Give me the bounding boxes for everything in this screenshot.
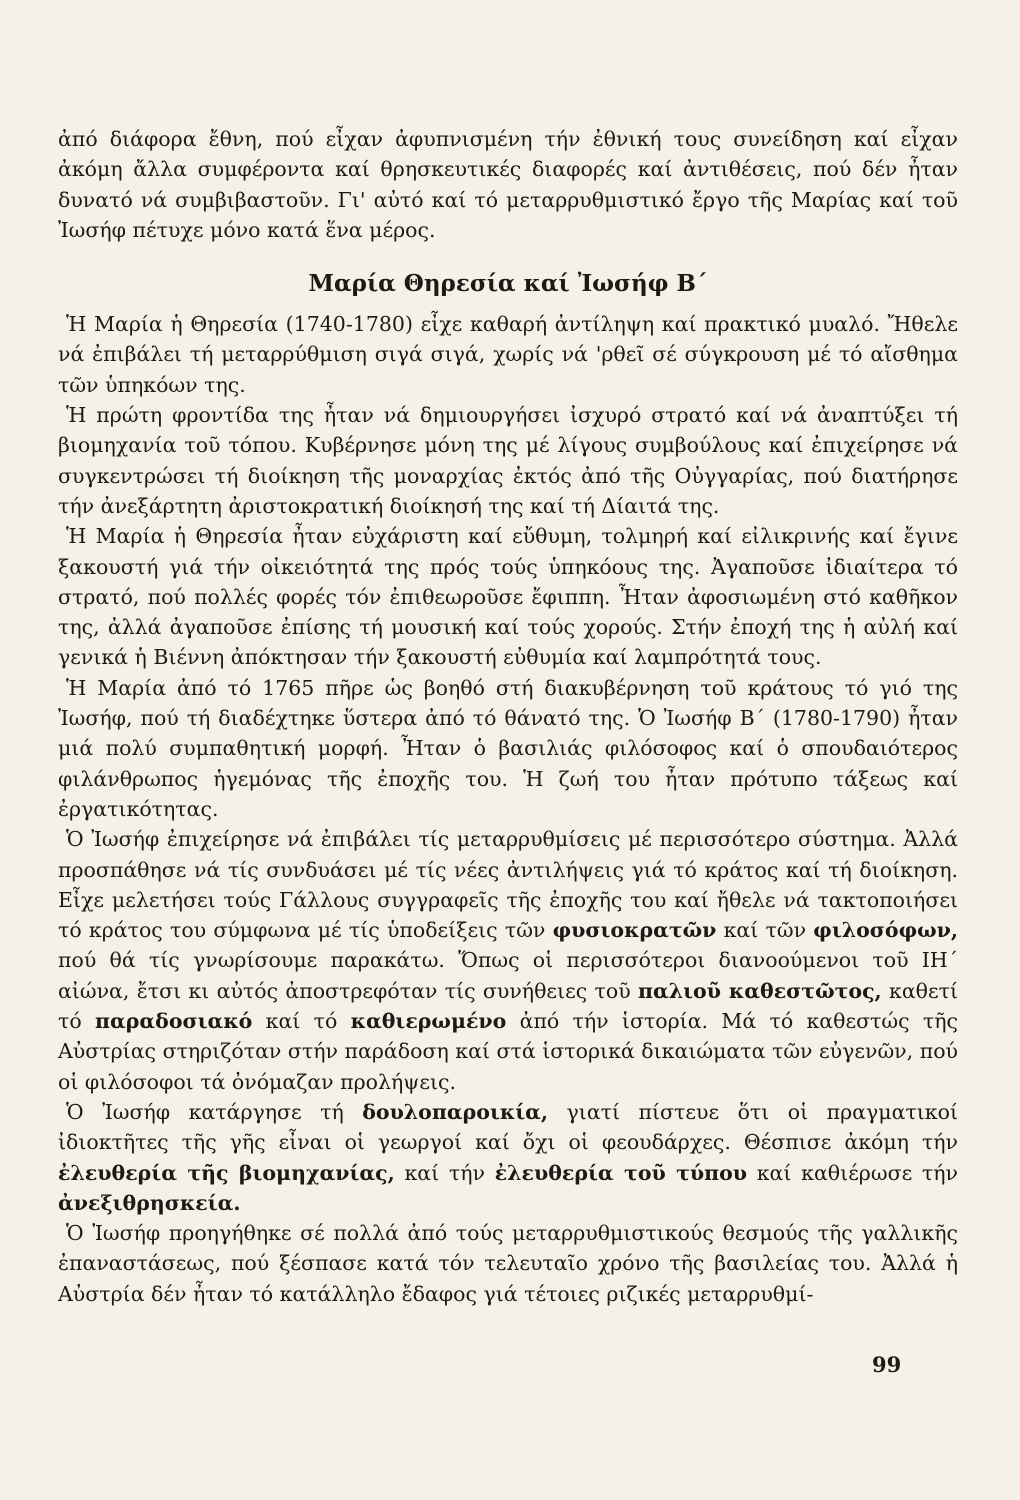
paragraph-3: Ἡ Μαρία ἡ Θηρεσία ἦταν εὐχάριστη καί εὔθυμη, τολμηρή καί εἰλικρινής καί ἔγινε ξακουστή γιά τήν οἰκειότητά της πρός τούς ὑπηκόους της. Ἀγαποῦσε ἰδιαίτερα τό στρατό, πού πολλές φορές τόν ἐπιθεωροῦσε ἔφιππη. Ἦταν ἀφοσιωμένη στό καθῆκον της, ἀλλά ἀγαποῦσε ἐπίσης τή μουσική καί τούς χορούς. Στήν ἐποχή της ἡ αὐλή καί γενικά ἡ Βιέννη ἀπόκτησαν τήν ξακουστή εὐθυμία καί λαμπρότητά τους.: [58, 524, 958, 670]
body-text: [58, 124, 958, 1309]
paragraph-1: Ἡ Μαρία ἡ Θηρεσία (1740-1780) εἶχε καθαρή ἀντίληψη καί πρακτικό μυαλό. Ἤθελε νά ἐπιβάλει τή μεταρρύθμιση σιγά σιγά, χωρίς νά 'ρθεῖ σέ σύγκρουση μέ τό αἴσθημα τῶν ὑπηκόων της.: [58, 312, 958, 397]
bold-term: φιλοσόφων,: [813, 918, 958, 943]
page-number: 99: [872, 1352, 902, 1377]
section-heading: Μαρία Θηρεσία καί Ἰωσήφ Β΄: [308, 270, 708, 298]
bold-term: ἀνεξιθρησκεία.: [58, 1190, 241, 1215]
bold-term: φυσιοκρατῶν: [552, 918, 717, 943]
intro-paragraph: ἀπό διάφορα ἔθνη, πού εἶχαν ἀφυπνισμένη τήν ἐθνική τους συνείδηση καί εἶχαν ἀκόμη ἄλλα συμφέροντα καί θρησκευτικές διαφορές καί ἀντιθέσεις, πού δέν ἦταν δυνατό νά συμβιβαστοῦν. Γι' αὐτό καί τό μεταρρυθμιστικό ἔργο τῆς Μαρίας καί τοῦ Ἰωσήφ πέτυχε μόνο κατά ἕνα μέρος.: [58, 127, 958, 242]
paragraph-4: Ἡ Μαρία ἀπό τό 1765 πῆρε ὡς βοηθό στή διακυβέρνηση τοῦ κράτους τό γιό της Ἰωσήφ, πού τή διαδέχτηκε ὕστερα ἀπό τό θάνατό της. Ὁ Ἰωσήφ Β΄ (1780-1790) ἦταν μιά πολύ συμπαθητική μορφή. Ἦταν ὁ βασιλιάς φιλόσοφος καί ὁ σπουδαιότερος φιλάνθρωπος ἡγεμόνας τῆς ἐποχῆς του. Ἡ ζωή του ἦταν πρότυπο τάξεως καί ἐργατικότητας.: [58, 675, 958, 821]
bold-term: παλιοῦ καθεστῶτος,: [637, 978, 882, 1003]
bold-term: ἐλευθερία τοῦ τύπου: [494, 1160, 748, 1185]
paragraph-5: Ὁ Ἰωσήφ ἐπιχείρησε νά ἐπιβάλει τίς μεταρρυθμίσεις μέ περισσότερο σύστημα. Ἀλλά προσπάθησε νά τίς συνδυάσει μέ τίς νέες ἀντιλήψεις γιά τό κράτος καί τή διοίκηση. Εἶχε μελετήσει τούς Γάλλους συγγραφεῖς τῆς ἐποχῆς του καί ἤθελε νά τακτοποιήσει τό κράτος του σύμφωνα μέ τίς ὑποδείξεις τῶν φυσιοκρατῶν καί τῶν φιλοσόφων, πού θά τίς γνωρίσουμε παρακάτω. Ὅπως οἱ περισσότεροι διανοούμενοι τοῦ ΙΗ΄ αἰώνα, ἔτσι κι αὐτός ἀποστρεφόταν τίς συνήθειες τοῦ παλιοῦ καθεστῶτος, καθετί τό παραδοσιακό καί τό καθιερωμένο ἀπό τήν ἱστορία. Μά τό καθεστώς τῆς Αὐστρίας στηριζόταν στήν παράδοση καί στά ἱστορικά δικαιώματα τῶν εὐγενῶν, πού οἱ φιλόσοφοι τά ὀνόμαζαν προλήψεις.: [58, 827, 959, 1094]
bold-term: δουλοπαροικία,: [362, 1099, 549, 1124]
paragraph-6: Ὁ Ἰωσήφ κατάργησε τή δουλοπαροικία, γιατί πίστευε ὅτι οἱ πραγματικοί ἰδιοκτῆτες τῆς γῆς εἶναι οἱ γεωργοί καί ὄχι οἱ φεουδάρχες. Θέσπισε ἀκόμη τήν ἐλευθερία τῆς βιομηχανίας, καί τήν ἐλευθερία τοῦ τύπου καί καθιέρωσε τήν ἀνεξιθρησκεία.: [58, 1099, 959, 1215]
bold-term: ἐλευθερία τῆς βιομηχανίας,: [58, 1160, 395, 1185]
paragraph-2: Ἡ πρώτη φροντίδα της ἦταν νά δημιουργήσει ἰσχυρό στρατό καί νά ἀναπτύξει τή βιομηχανία τοῦ τόπου. Κυβέρνησε μόνη της μέ λίγους συμβούλους καί ἐπιχείρησε νά συγκεντρώσει τή διοίκηση τῆς μοναρχίας ἐκτός ἀπό τῆς Οὐγγαρίας, πού διατήρησε τήν ἀνεξάρτητη ἀριστοκρατική διοίκησή της καί τή Δίαιτά της.: [58, 403, 958, 518]
bold-term: καθιερωμένο: [350, 1009, 507, 1034]
paragraph-7: Ὁ Ἰωσήφ προηγήθηκε σέ πολλά ἀπό τούς μεταρρυθμιστικούς θεσμούς τῆς γαλλικῆς ἐπαναστάσεως, πού ξέσπασε κατά τόν τελευταῖο χρόνο τῆς βασιλείας του. Ἀλλά ἡ Αὐστρία δέν ἦταν τό κατάλληλο ἔδαφος γιά τέτοιες ριζικές μεταρρυθμί-: [58, 1221, 958, 1306]
bold-term: παραδοσιακό: [94, 1009, 253, 1034]
